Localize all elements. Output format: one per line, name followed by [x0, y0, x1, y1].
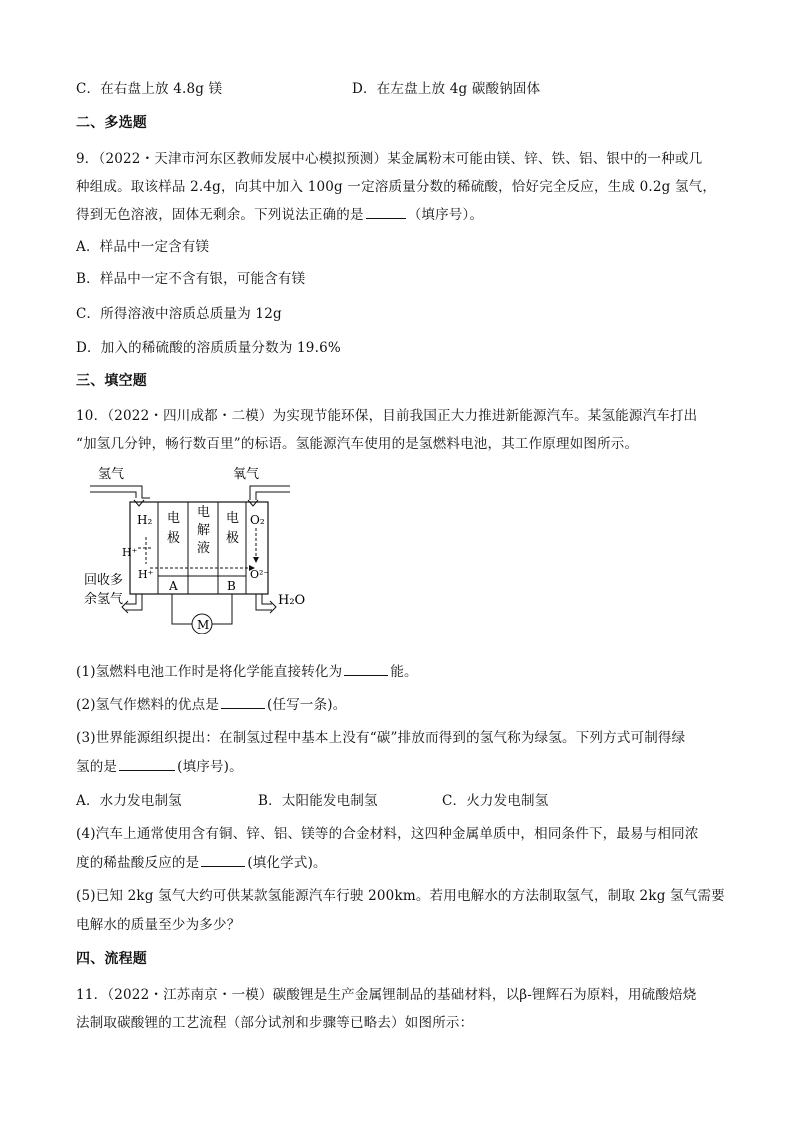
q10-sub3-suffix: (填序号)。: [177, 759, 243, 775]
q10-sub4-suffix: (填化学式)。: [247, 855, 327, 871]
q10-sub2-blank[interactable]: [221, 707, 265, 709]
q10-sub1: [76, 660, 418, 680]
recycle-label-line2: 余氢气: [84, 592, 124, 607]
motor-label: M: [197, 618, 210, 632]
q10-sub2-text: (2)氢气作燃料的优点是: [76, 697, 220, 713]
q10-sub5-line2: 电解水的质量至少为多少？: [76, 917, 241, 933]
q9-stem-text: 得到无色溶液，固体无剩余。下列说法正确的是: [76, 207, 364, 223]
h-ion-bottom-label: H⁺: [138, 568, 154, 581]
water-outlet-arrow-icon: [270, 601, 276, 613]
q10-stem-line1: 10．（2022・四川成都・二模）为实现节能环保，目前我国正大力推进新能源汽车。某氢能源汽车打出: [76, 408, 698, 424]
q10-sub3-option-b: B．太阳能发电制氢: [258, 793, 378, 809]
electrolyte-label-1: 电: [197, 505, 211, 520]
q10-sub3-blank[interactable]: [119, 769, 175, 771]
q10-sub4-line2: [76, 851, 327, 871]
oxide-ion-label: O²⁻: [250, 568, 270, 581]
q10-sub1-text: (1)氢燃料电池工作时是将化学能直接转化为: [76, 664, 343, 680]
o2-label: O₂: [250, 513, 265, 527]
q9-option-b: B．样品中一定不含有银，可能含有镁: [76, 271, 306, 287]
q9-option-a: A．样品中一定含有镁: [76, 239, 210, 255]
q9-stem-line1: 9．（2022・天津市河东区教师发展中心模拟预测）某金属粉末可能由镁、锌、铁、铝、银中的一种或几: [76, 151, 703, 167]
recycle-label-line1: 回收多: [84, 573, 124, 588]
q10-sub3-option-c: C．火力发电制氢: [442, 793, 549, 809]
hydrogen-inlet-arrow-icon: [134, 500, 144, 506]
q10-sub4-line1: (4)汽车上通常使用含有铜、锌、铝、镁等的合金材料，这四种金属单质中，相同条件下，最易与相同浓: [76, 826, 699, 842]
q9-stem-suffix: （填序号）。: [407, 207, 484, 223]
q8-option-d: D．在左盘上放 4g 碳酸钠固体: [352, 81, 541, 97]
q8-option-c: C．在右盘上放 4.8g 镁: [76, 81, 223, 97]
q11-stem-line2: 法制取碳酸锂的工艺流程（部分试剂和步骤等已略去）如图所示：: [76, 1015, 474, 1031]
q10-sub3-line1: (3)世界能源组织提出：在制氢过程中基本上没有“碳”排放而得到的氢气称为绿氢。下列方式可制得绿: [76, 730, 686, 746]
section-heading-process: 四、流程题: [76, 951, 147, 967]
electrolyte-label-2: 解: [197, 523, 211, 538]
q9-stem-line3: [76, 203, 483, 223]
electrode-left-label-2: 极: [167, 531, 181, 546]
q10-sub4-text: 度的稀盐酸反应的是: [76, 855, 200, 871]
q9-option-d: D．加入的稀硫酸的溶质质量分数为 19.6%: [76, 340, 341, 356]
electrode-b-label: B: [227, 579, 236, 593]
q9-answer-blank[interactable]: [366, 217, 406, 219]
q10-sub4-blank[interactable]: [201, 865, 245, 867]
h2-label: H₂: [137, 513, 153, 527]
q9-stem-line2: 种组成。取该样品 2.4g，向其中加入 100g 一定溶质量分数的稀硫酸，恰好完全反应，生成 0.2g 氢气，: [76, 179, 717, 195]
q10-sub3-option-a: A．水力发电制氢: [76, 793, 182, 809]
fuel-cell-diagram: [80, 464, 310, 638]
q10-stem-line2: “加氢几分钟，畅行数百里”的标语。氢能源汽车使用的是氢燃料电池，其工作原理如图所示。: [76, 436, 639, 452]
electrode-a-label: A: [169, 579, 178, 593]
q10-sub3-text: 氢的是: [76, 759, 118, 775]
water-outlet-label: H₂O: [278, 593, 306, 608]
section-heading-multiple-choice: 二、多选题: [76, 115, 147, 131]
section-heading-fill-blank: 三、填空题: [76, 373, 147, 389]
q10-sub3-line2: [76, 755, 243, 775]
hydrogen-inlet-label: 氢气: [98, 467, 125, 482]
q11-stem-line1: 11．（2022・江苏南京・一模）碳酸锂是生产金属锂制品的基础材料，以β-锂辉石为原料，用硫酸焙烧: [76, 987, 697, 1003]
q10-sub1-suffix: 能。: [390, 664, 418, 680]
electrode-right-label-2: 极: [226, 531, 240, 546]
oxygen-inlet-arrow-icon: [248, 500, 258, 506]
oxygen-inlet-label: 氧气: [233, 467, 260, 482]
q10-sub2: [76, 693, 346, 713]
q9-option-c: C．所得溶液中溶质总质量为 12g: [76, 306, 282, 322]
q10-sub1-blank[interactable]: [344, 674, 388, 676]
electrolyte-label-3: 液: [197, 541, 211, 556]
electrode-right-label-1: 电: [226, 511, 240, 526]
q10-sub5-line1: (5)已知 2kg 氢气大约可供某款氢能源汽车行驶 200km。若用电解水的方法制取氢气，制取 2kg 氢气需要: [76, 888, 725, 904]
q10-sub2-suffix: (任写一条)。: [267, 697, 347, 713]
electrode-left-label-1: 电: [167, 511, 181, 526]
h-ion-top-label: H⁺: [122, 546, 138, 559]
